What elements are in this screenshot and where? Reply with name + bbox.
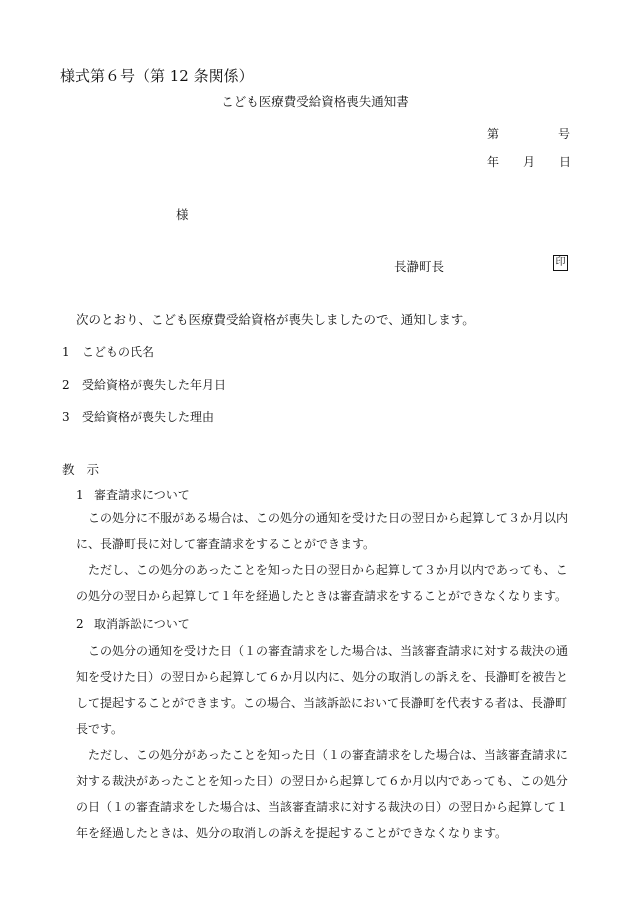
section-number: 2 <box>76 617 84 631</box>
item-number: 3 <box>62 410 70 424</box>
list-item <box>62 343 154 360</box>
item-label: こどもの氏名 <box>82 345 155 359</box>
form-number: 様式第６号（第 12 条関係） <box>60 67 254 85</box>
date-month: 月 <box>523 155 536 169</box>
paragraph: この処分に不服がある場合は、この処分の通知を受けた日の翌日から起算して３か月以内に、長瀞町長に対して審査請求をすることができます。 <box>76 511 569 551</box>
paragraph: ただし、この処分があったことを知った日（１の審査請求をした場合は、当該審査請求に対する裁決があったことを知った日）の翌日から起算して６か月以内であっても、この処分の日（１の審査請求をした場合は、当該審査請求に対する裁決の日）の翌日から起算して１年を経過したときは、処分の取消しの訴えを提起することができなくなります。 <box>76 748 569 840</box>
list-item <box>62 376 226 393</box>
item-number: 2 <box>62 378 70 392</box>
intro-text: 次のとおり、こども医療費受給資格が喪失しましたので、通知します。 <box>76 312 475 327</box>
addressee-suffix: 様 <box>176 207 189 222</box>
section-title: 取消訴訟について <box>94 617 190 631</box>
item-label: 受給資格が喪失した年月日 <box>82 378 227 392</box>
date-day: 日 <box>559 155 572 169</box>
item-label: 受給資格が喪失した理由 <box>82 410 215 424</box>
section-body <box>76 638 576 846</box>
paragraph: ただし、この処分のあったことを知った日の翌日から起算して３か月以内であっても、この処分の翌日から起算して１年を経過したときは審査請求をすることができなくなります。 <box>76 563 568 603</box>
seal-mark: 印 <box>553 255 568 271</box>
paragraph: この処分の通知を受けた日（１の審査請求をした場合は、当該審査請求に対する裁決の通知を受けた日）の翌日から起算して６か月以内に、処分の取消しの訴えを、長瀞町を被告として提起することができます。この場合、当該訴訟において長瀞町を代表する者は、長瀞町長です。 <box>76 644 569 736</box>
section-heading <box>76 615 190 632</box>
number-suffix: 号 <box>558 127 571 141</box>
number-prefix: 第 <box>487 127 500 141</box>
section-number: 1 <box>76 488 84 502</box>
sender-name: 長瀞町長 <box>394 259 445 274</box>
item-number: 1 <box>62 345 70 359</box>
list-item <box>62 408 214 425</box>
section-title: 審査請求について <box>94 488 190 502</box>
document-title: こども医療費受給資格喪失通知書 <box>221 94 409 109</box>
section-heading <box>76 486 190 503</box>
date-year: 年 <box>487 155 500 169</box>
section-body <box>76 505 576 609</box>
notice-heading: 教示 <box>62 462 112 477</box>
date-line <box>487 153 571 170</box>
